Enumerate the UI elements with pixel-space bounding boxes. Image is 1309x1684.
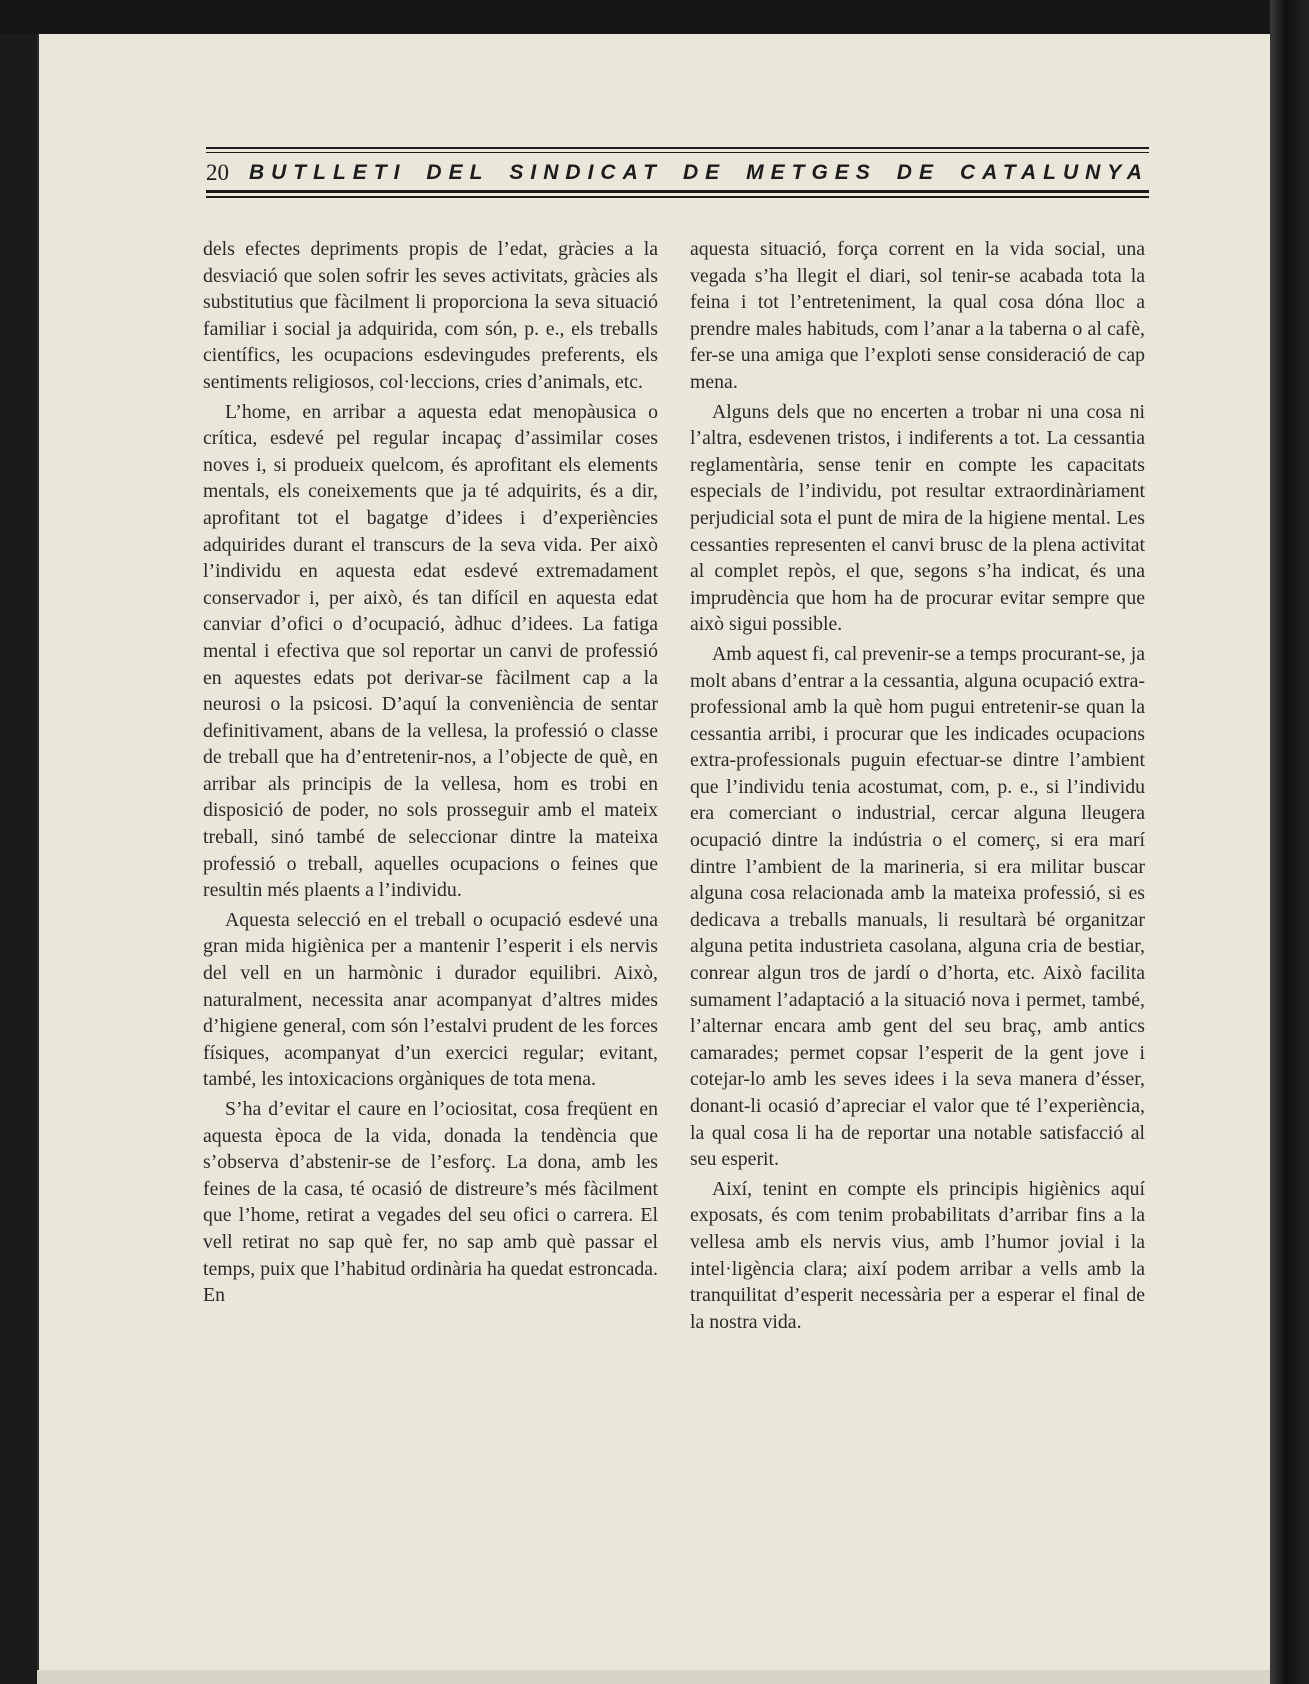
paragraph: S’ha d’evitar el caure en l’ociositat, cosa freqüent en aquesta època de la vida, donada la tendència que s’observa d’abstenir-se de l’esforç. La dona, amb les feines de la casa, té ocasió de distreure’s més fàcilment que l’home, retirat a vegades del seu ofici o carrera. El vell retirat no sap què fer, no sap amb què passar el temps, puix que l’habitud ordinària ha quedat estroncada. En xyxy=(203,1098,658,1307)
running-head-word: DE xyxy=(682,161,727,184)
right-column xyxy=(690,236,1145,1335)
header-rule-top-thin xyxy=(206,152,1149,153)
left-column xyxy=(203,236,658,1309)
header-rule-bottom xyxy=(206,190,1149,193)
running-head-word: CATALUNYA xyxy=(959,161,1149,184)
paragraph: dels efectes depriments propis de l’edat, gràcies a la desviació que solen sofrir les seves activitats, gràcies als substitutius que fàcilment li proporciona la seva situació familiar i social ja adquirida, com són, p. e., els treballs científics, les ocupacions esdevingudes preferents, els sentiments religiosos, col·leccions, cries d’animals, etc. xyxy=(203,238,658,393)
book-spine-edge xyxy=(1270,0,1309,1684)
paragraph: Així, tenint en compte els principis higiènics aquí exposats, és com tenim probabilitats d’arribar fins a la vellesa amb els nervis vius, amb l’humor jovial i la intel·ligència clara; així podem arribar a vells amb la tranquilitat d’esperit necessària per a esperar el final de la nostra vida. xyxy=(690,1177,1145,1333)
paragraph: L’home, en arribar a aquesta edat menopàusica o crítica, esdevé pel regular incapaç d’assimilar coses noves i, si produeix quelcom, és aprofitant els elements mentals, els coneixements que ja té adquirits, és a dir, aprofitant tot el bagatge d’idees i d’experiències adquirides durant el transcurs de la seva vida. Per això l’individu en aquesta edat esdevé extremadament conservador i, per això, és tan difícil en aquesta edat canviar d’ofici o d’ocupació, àdhuc d’idees. La fatiga mental i efectiva que sol reportar un canvi de professió en aquestes edats pot derivar-se fàcilment cap a la neurosi o la psicosi. D’aquí la conveniència de sentar definitivament, abans de la vellesa, la professió o classe de treball que ha d’entretenir-nos, a l’objecte de què, en arribar als principis de la vellesa, hom es trobi en disposició de poder, no sols prosseguir amb el mateix treball, sinó també de seleccionar dintre la mateixa professió o treball, aquelles ocupacions o feines que resultin més plaents a l’individu. xyxy=(203,400,658,902)
paragraph: aquesta situació, força corrent en la vida social, una vegada s’ha llegit el diari, sol tenir-se acabada tota la feina i tot l’entreteniment, la qual cosa dóna lloc a prendre males habituds, com l’anar a la taberna o al cafè, fer-se una amiga que l’exploti sense consideració de cap mena. xyxy=(690,238,1145,393)
running-head xyxy=(206,158,1149,188)
paragraph: Aquesta selecció en el treball o ocupació esdevé una gran mida higiènica per a mantenir l’esperit i els nervis del vell en un harmònic i durador equilibri. Això, naturalment, necessita anar acompanyat d’altres mides d’higiene general, com són l’estalvi prudent de les forces físiques, acompanyat d’un exercici regular; evitant, també, les intoxicacions orgàniques de tota mena. xyxy=(203,908,658,1091)
paragraph: Alguns dels que no encerten a trobar ni una cosa ni l’altra, esdevenen tristos, i indiferents a tot. La cessantia reglamentària, sense tenir en compte les capacitats especials de l’individu, pot resultar extraordinàriament perjudicial sota el punt de mira de la higiene mental. Les cessanties representen el canvi brusc de la plena activitat al complet repòs, el que, segons s’ha indicat, és una imprudència que hom ha de procurar evitar sempre que això sigui possible. xyxy=(690,400,1145,636)
header-rule-bottom-thin xyxy=(206,196,1149,198)
paragraph: Amb aquest fi, cal prevenir-se a temps procurant-se, ja molt abans d’entrar a la cessantia, alguna ocupació extra-professional amb la què hom pugui entretenir-se quan la cessantia arribi, i procurar que les indicades ocupacions extra-professionals puguin efectuar-se dintre l’ambient que l’individu tenia acostumat, com, p. e., si l’individu era comerciant o industrial, cercar alguna lleugera ocupació dintre la indústria o el comerç, si era marí dintre l’ambient de la marineria, si era militar buscar alguna cosa relacionada amb la mateixa professió, si es dedicava a treballs manuals, li resultarà bé organitzar alguna petita industrieta casolana, alguna cria de bestiar, conrear algun tros de jardí o d’horta, etc. Això facilita sumament l’adaptació a la situació nova i permet, també, l’alternar encara amb gent del seu braç, amb antics camarades; permet copsar l’esperit de la gent jove i cotejar-lo amb les seves idees i la seva manera d’ésser, donant-li ocasió d’apreciar el valor que té l’experiència, la qual cosa li ha de reportar una notable satisfacció al seu esperit. xyxy=(690,642,1145,1171)
header-rule-top xyxy=(206,147,1149,149)
running-head-word: BUTLLETI xyxy=(248,161,407,184)
scan-top-edge xyxy=(0,0,1309,34)
page-number: 20 xyxy=(206,160,229,185)
paper-bottom-strip xyxy=(37,1670,1272,1684)
running-head-word: DE xyxy=(896,161,940,184)
running-head-word: METGES xyxy=(746,161,877,184)
running-head-word: DEL xyxy=(426,161,490,184)
running-head-word: SINDICAT xyxy=(509,161,663,184)
